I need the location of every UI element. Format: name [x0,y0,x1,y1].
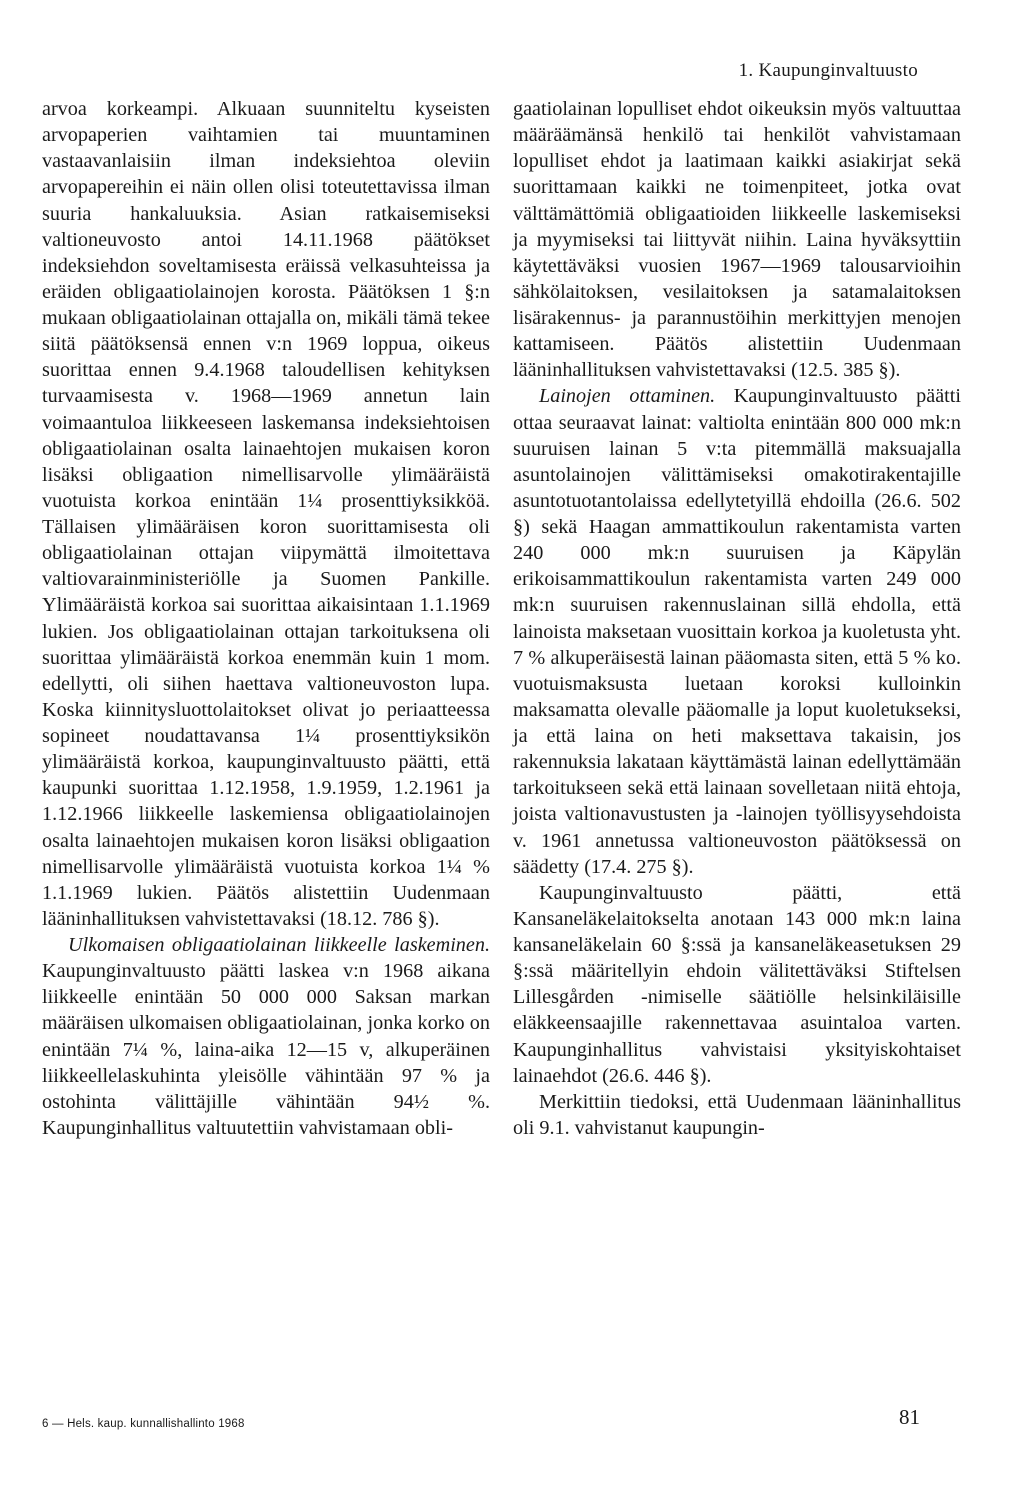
footer-publication-line: 6 — Hels. kaup. kunnallishallinto 1968 [42,1418,245,1430]
left-column [42,96,490,1141]
paragraph-taking-loans [513,383,961,879]
paragraph-taking-loans-text: Kaupunginvaltuusto päätti ottaa seuraavat lainat: valtiolta enintään 800 000 mk:n suuruisen lainan 5 v:ta pitemmällä maksuajalla asuntolainojen välittämiseksi omakotirakentajille asuntotuotantolaissa edellytetyillä ehdoilla (26.6. 502 §) sekä Haagan ammattikoulun rakentamista varten 240 000 mk:n suuruisen ja Käpylän erikoisammattikoulun rakentamista varten 249 000 mk:n suuruisen rakennuslainan sillä ehdolla, että lainoista maksetaan vuosittain korkoa ja kuoletusta yht. 7 % alkuperäisestä lainan pääomasta siten, että 5 % ko. vuotuismaksusta luetaan koroksi kulloinkin maksamatta olevalle pääomalle ja loput kuoletukseksi, ja että laina on heti maksettava takaisin, jos rakennuksia lakataan käyttämästä lainan edellyttämään tarkoitukseen sekä että lainaan sovelletaan niitä ehtoja, joista valtionavustusten ja -lainojen työllisyysehdoista v. 1961 annetussa valtioneuvoston päätöksessä on säädetty (17.4. 275 §). [513,385,961,878]
paragraph-notice: Merkittiin tiedoksi, että Uudenmaan lääninhallitus oli 9.1. vahvistanut kaupungin- [513,1090,961,1139]
running-head: 1. Kaupunginvaltuusto [738,60,918,81]
paragraph-pension-loan: Kaupunginvaltuusto päätti, että Kansaneläkelaitokselta anotaan 143 000 mk:n laina kansaneläkelain 60 §:ssä ja kansaneläkeasetuksen 29 §:ssä määritellyin ehdoin välitettäväksi Stiftelsen Lillesgården -nimiselle säätiölle helsinkiläisille eläkkeensaajille rakennettavaa asuintaloa varten. Kaupunginhallitus vahvistaisi yksityiskohtaiset lainaehdot (26.6. 446 §). [513,881,961,1087]
section-heading-taking-loans: Lainojen ottaminen. [539,385,716,408]
paragraph-foreign-loan [42,932,490,1141]
section-heading-foreign-loan: Ulkomaisen obligaatiolainan liikkeelle laskeminen. [68,934,490,956]
paragraph-loan-terms: gaatiolainan lopulliset ehdot oikeuksin myös valtuuttaa määräämänsä henkilö tai henkilöt vahvistamaan lopulliset ehdot ja laatimaan kaikki asiakirjat sekä suorittamaan kaikki ne toimenpiteet, jotka ovat välttämättömiä obligaatioiden liikkeelle laskemiseksi ja myymiseksi tai liittyvät niihin. Laina hyväksyttiin käytettäväksi vuosien 1967—1969 talousarvioihin sähkölaitoksen, vesilaitoksen ja satamalaitoksen lisärakennus- ja parannustöihin merkittyjen menojen kattamiseen. Päätös alistettiin Uudenmaan lääninhallituksen vahvistettavaksi (12.5. 385 §). [513,98,961,382]
right-column [513,96,961,1141]
page-number: 81 [899,1405,920,1429]
paragraph-obligation-interest: arvoa korkeampi. Alkuaan suunniteltu kyseisten arvopaperien vaihtamien tai muuntaminen vastaavanlaisiin ilman indeksiehtoa oleviin arvopapereihin ei näin ollen olisi toteutettavissa ilman suuria hankaluuksia. Asian ratkaisemiseksi valtioneuvosto antoi 14.11.1968 päätökset indeksiehdon soveltamisesta eräissä velkasuhteissa ja eräiden obligaatiolainojen korosta. Päätöksen 1 §:n mukaan obligaatiolainan ottajalla on, mikäli tämä tekee siitä päätöksensä ennen v:n 1969 loppua, oikeus suorittaa ennen 9.4.1968 taloudellisen kehityksen turvaamisesta v. 1968—1969 annetun lain voimaantuloa liikkeeseen laskemansa indeksiehtoisen obligaatiolainan osalta lainaehtojen mukaisen koron lisäksi obligaation nimellisarvolle ylimääräistä vuotuista korkoa enintään 1¼ prosenttiyksikköä. Tällaisen ylimääräisen koron suorittamisesta oli obligaatiolainan ottajan viipymättä ilmoitettava valtiovarainministeriölle ja Suomen Pankille. Ylimääräistä korkoa sai suorittaa aikaisintaan 1.1.1969 lukien. Jos obligaatiolainan ottajan tarkoituksena oli suorittaa ylimääräistä korkoa enemmän kuin 1 mom. edellytti, oli siihen haettava valtioneuvoston lupa. Koska kiinnitysluottolaitokset olivat jo periaatteessa sopineet noudattavansa 1¼ prosenttiyksikön ylimääräistä korkoa, kaupunginvaltuusto päätti, että kaupunki suorittaa 1.12.1958, 1.9.1959, 1.2.1961 ja 1.12.1966 liikkeelle laskemiensa obligaatiolainojen osalta lainaehtojen mukaisen koron lisäksi obligaation nimellisarvolle ylimääräistä vuotuista korkoa 1¼ % 1.1.1969 lukien. Päätös alistettiin Uudenmaan lääninhallituksen vahvistettavaksi (18.12. 786 §). [42,98,490,930]
paragraph-foreign-loan-text: Kaupunginvaltuusto päätti laskea v:n 1968 aikana liikkeelle enintään 50 000 000 Saksan markan määräisen ulkomaisen obligaatiolainan, jonka korko on enintään 7¼ %, laina-aika 12—15 v, alkuperäinen liikkeellelaskuhinta yleisölle vähintään 97 % ja ostohinta välittäjille vähintään 94½ %. Kaupunginhallitus valtuutettiin vahvistamaan obli- [42,960,490,1139]
